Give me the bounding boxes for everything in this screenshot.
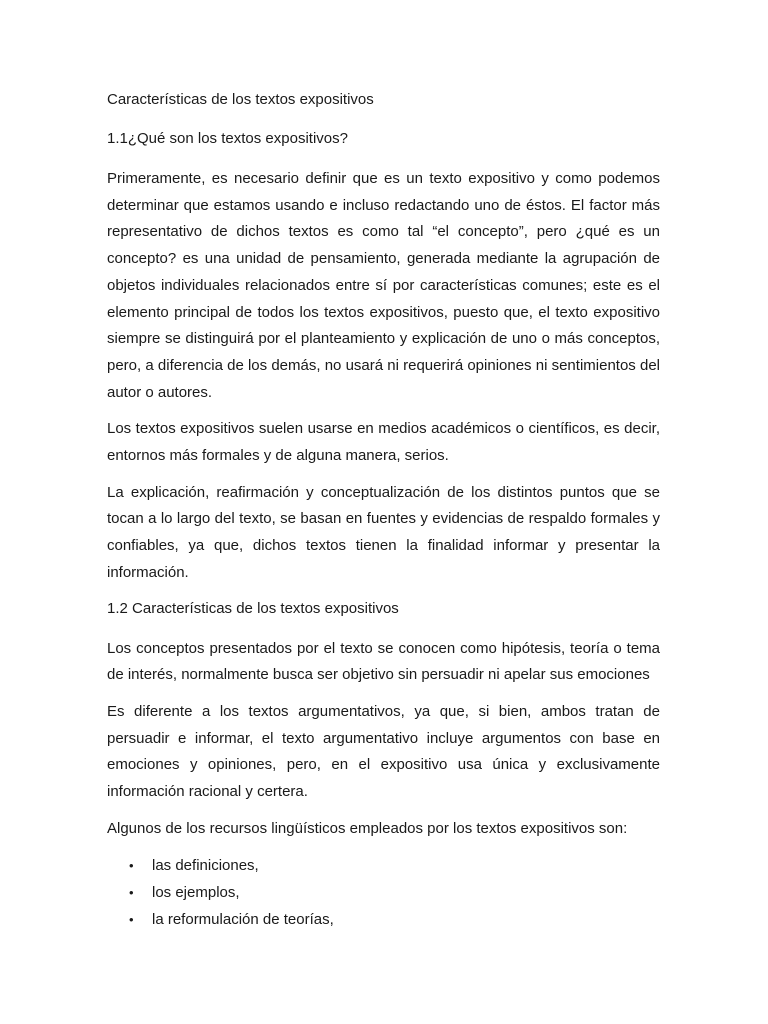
list-item xyxy=(107,906,660,933)
list-item xyxy=(107,879,660,906)
paragraph: Algunos de los recursos lingüísticos empleados por los textos expositivos son: xyxy=(107,819,628,837)
paragraph: Es diferente a los textos argumentativos, ya que, si bien, ambos tratan de persuadir e informar, el texto argumentativo incluye argumentos con base en emociones y opiniones, pero, en el expositivo usa única y exclusivamente información racional y certera. xyxy=(107,702,660,801)
document-page xyxy=(107,88,660,933)
bullet-icon: • xyxy=(129,912,134,928)
bullet-list xyxy=(107,852,660,933)
bullet-icon: • xyxy=(129,858,134,874)
bullet-icon: • xyxy=(129,885,134,901)
paragraph: La explicación, reafirmación y conceptualización de los distintos puntos que se tocan a lo largo del texto, se basan en fuentes y evidencias de respaldo formales y confiables, ya que, dichos textos tienen la finalidad informar y presentar la información. xyxy=(107,483,660,581)
list-item xyxy=(107,852,660,879)
document-title: Características de los textos expositivos xyxy=(107,91,374,108)
section-heading-1-1: 1.1¿Qué son los textos expositivos? xyxy=(107,130,348,147)
section-heading-1-2: 1.2 Características de los textos expositivos xyxy=(107,599,399,617)
paragraph: Primeramente, es necesario definir que es un texto expositivo y como podemos determinar que estamos usando e incluso redactando uno de éstos. El factor más representativo de dichos textos es como tal “el concepto”, pero ¿qué es un concepto? es una unidad de pensamiento, generada mediante la agrupación de objetos individuales relacionados entre sí por características comunes; este es el elemento principal de todos los textos expositivos, puesto que, el texto expositivo siempre se distinguirá por el planteamiento y explicación de uno o más conceptos, pero, a diferencia de los demás, no usará ni requerirá opiniones ni sentimientos del autor o autores. xyxy=(107,170,660,401)
list-item-text: las definiciones, xyxy=(152,857,259,875)
list-item-text: la reformulación de teorías, xyxy=(152,911,334,929)
list-item-text: los ejemplos, xyxy=(152,884,240,902)
paragraph: Los textos expositivos suelen usarse en medios académicos o científicos, es decir, entornos más formales y de alguna manera, serios. xyxy=(107,420,660,465)
paragraph: Los conceptos presentados por el texto se conocen como hipótesis, teoría o tema de interés, normalmente busca ser objetivo sin persuadir ni apelar sus emociones xyxy=(107,639,660,684)
